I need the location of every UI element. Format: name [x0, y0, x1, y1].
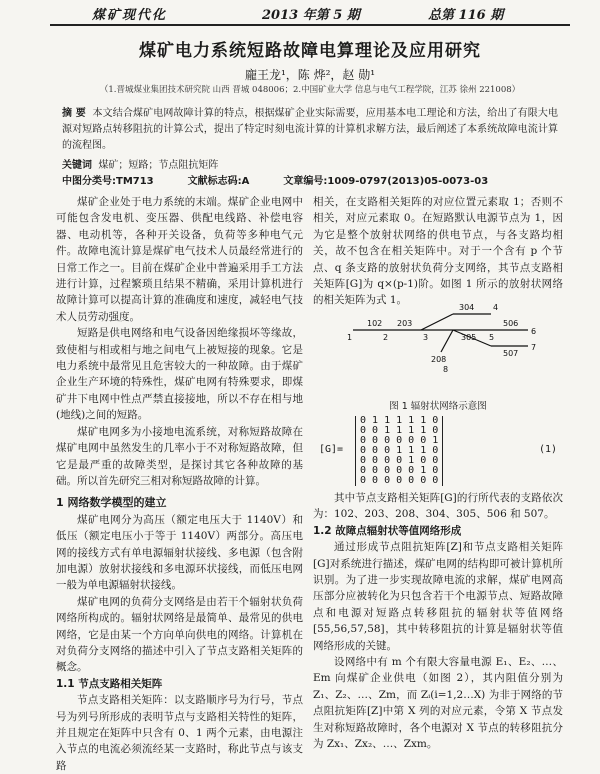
- section-heading-1-2: 1.2 故障点辐射状等值网络形成: [313, 524, 462, 537]
- body-paragraph: 煤矿电网多为小接地电流系统，对称短路故障在煤矿电网中虽然发生的几率小于不对称短路故障，但它是最严重的故障类型，是探讨其它各种故障的基础。所以首先研究三相对称短路故障的计算。: [56, 425, 303, 487]
- body-paragraph: 节点支路相关矩阵：以支路顺序号为行号，节点号为列号所形成的表明节点与支路相关特性的矩阵，并且规定在矩阵中只含有 0、1 两个元素，由电源注入节点的电流必须流经某一支路时，称此节点与该支路: [56, 694, 303, 772]
- equation-1: [313, 414, 563, 486]
- branch-label: 305: [461, 333, 477, 342]
- body-paragraph: 其中节点支路相关矩阵[G]的行所代表的支路依次为：102、203、208、304、305、506 和 507。: [313, 492, 563, 521]
- branch-label: 507: [503, 349, 519, 358]
- node-label: 2: [383, 333, 389, 342]
- matrix-row: 0 0 0 0 0 1 0: [360, 465, 439, 476]
- paper-affiliation: （1.晋城煤业集团技术研究院 山西 晋城 048006；2.中国矿业大学 信息与电气工程学院，江苏 徐州 221008）: [99, 85, 521, 95]
- right-column-top: [313, 194, 563, 309]
- left-column: [56, 194, 303, 774]
- total-issue-label: 总第 116 期: [428, 8, 504, 23]
- paper-authors: 龐王龙¹，陈 烨²，赵 勋¹: [244, 68, 376, 82]
- matrix-row: 0 0 0 0 0 0 1: [360, 435, 439, 446]
- abstract: [62, 106, 558, 154]
- matrix-row: 0 0 0 1 1 1 0: [360, 445, 439, 456]
- body-paragraph: 煤矿企业处于电力系统的末端。煤矿企业电网中可能包含发电机、变压器、供配电线路、补偿电容器、电动机等，各种开关设备，负荷等多种电气元件。故障电流计算是煤矿电气技术人员最经常进行的日常工作之一。目前在煤矿企业中普遍采用手工方法进行计算，过程繁琐且结果不精确，采用计算机进行故障计算可以提高计算的准确度和速度，减轻电气技术人员劳动强度。: [56, 196, 303, 323]
- article-number: 文章编号:1009-0797(2013)05-0073-03: [283, 176, 489, 187]
- abstract-text: 本文结合煤矿电网故障计算的特点，根据煤矿企业实际需要，应用基本电工理论和方法，给出了有限大电源对短路点转移阻抗的计算公式，提出了特定时刻电流计算的计算机求解方法，最后阐述了本系统故障电流计算的流程图。: [62, 108, 559, 151]
- node-label: 3: [423, 333, 429, 342]
- node-label: 6: [531, 327, 537, 336]
- matrix-row: 0 0 0 0 1 0 0: [360, 455, 439, 466]
- paper-title: 煤矿电力系统短路故障电算理论及应用研究: [139, 41, 481, 61]
- header-rule: [50, 24, 570, 26]
- branch-label: 102: [367, 319, 383, 328]
- clc-number: 中图分类号:TM713: [62, 176, 154, 187]
- abstract-label: 摘 要: [62, 108, 86, 119]
- body-paragraph: 短路是供电网络和电气设备因绝缘损坏等缘故，致使相与相或相与地之间电气上被短接的现象。它是电力系统中最常见且危害较大的一种故障。由于煤矿企业生产环境的特殊性，煤矿电网有特殊要求，即煤矿井下电网中性点严禁直接接地，所以不存在相与地(地线)之间的短路。: [56, 327, 303, 422]
- matrix-row: 0 0 1 1 1 1 0: [360, 425, 439, 436]
- classification-line: [62, 172, 558, 187]
- section-heading-1-1: 1.1 节点支路相关矩阵: [56, 677, 163, 690]
- node-label: 1: [347, 333, 353, 342]
- keywords-text: 煤矿；短路；节点阻抗矩阵: [98, 160, 219, 171]
- node-label: 8: [443, 365, 449, 374]
- figure-caption: 图 1 辐射状网络示意图: [389, 401, 487, 412]
- body-paragraph: 设网络中有 m 个有限大容量电源 E₁、E₂、…、Em 向煤矿企业供电（如图 2），其内阻值分别为 Z₁、Z₂、…、Zm，而 Zᵢ(i=1,2…X) 为非于网络的节点阻抗矩阵[Z]中第 X 列的对应元素，令第 X 节点发生对称短路故障时，各个电源对 X 节点的转移阻抗分为 Zx₁、Zx₂、…、Zxm。: [313, 656, 563, 751]
- radial-network-figure: [313, 300, 563, 400]
- branch-label: 506: [503, 319, 519, 328]
- section-heading-1: 1 网络数学模型的建立: [56, 496, 167, 510]
- matrix-row: 0 0 0 0 0 0 0: [360, 475, 439, 486]
- equation-number: (1): [538, 444, 557, 455]
- node-label: 5: [489, 333, 495, 342]
- journal-name: 煤矿现代化: [92, 8, 168, 23]
- matrix-label: [G]=: [319, 444, 344, 455]
- node-label: 4: [493, 303, 499, 312]
- keywords-label: 关键词: [62, 160, 92, 171]
- branch-label: 203: [397, 319, 413, 328]
- issue-label: 2013 年第 5 期: [262, 8, 360, 23]
- keywords: [62, 156, 558, 171]
- node-label: 7: [531, 343, 537, 352]
- matrix-body: [355, 416, 443, 486]
- right-column-bottom: [313, 490, 563, 753]
- document-code: 文献标志码:A: [187, 176, 250, 187]
- branch-label: 208: [431, 355, 447, 364]
- body-paragraph: 煤矿电网分为高压（额定电压大于 1140V）和低压（额定电压小于等于 1140V）两部分。高压电网的接线方式有单电源辐射状接线、多电源（包含附加电源）放射状接线和多电源环状接线，而低压电网一般为单电源辐射状接线。: [56, 513, 303, 592]
- running-header: [0, 0, 600, 26]
- body-paragraph: 相关，在支路相关矩阵的对应位置元素取 1；否则不相关，对应元素取 0。在短路默认电源节点为 1，因为它是整个放射状网络的供电节点，与各支路均相关，故不包含在相关矩阵中。对于一个含有 p 个节点、q 条支路的放射状负荷分支网络，其节点支路相关矩阵[G]为 q×(p-1)阶。如图 1 所示的放射状网络的相关矩阵为式 1。: [313, 196, 563, 307]
- matrix-row: 0 1 1 1 1 1 0: [360, 415, 439, 426]
- body-paragraph: 通过形成节点阻抗矩阵[Z]和节点支路相关矩阵[G]对系统进行描述，煤矿电网的结构即可被计算机所识别。为了进一步实现故障电流的求解，煤矿电网高压部分应被转化为只包含若干个电源节点、短路故障点和电源对短路点转移阻抗的辐射状等值网络[55,56,57,58]，其中转移阻抗的计算是辐射状等值网络形成的关键。: [313, 541, 563, 652]
- branch-label: 304: [459, 303, 475, 312]
- body-paragraph: 煤矿电网的负荷分支网络是由若干个辐射状负荷网络所构成的。辐射状网络是最简单、最常见的供电网络，它是由某一个方向单向供电的网络。计算机在对负荷分支网络的描述中引入了节点支路相关矩阵的概念。: [56, 595, 303, 674]
